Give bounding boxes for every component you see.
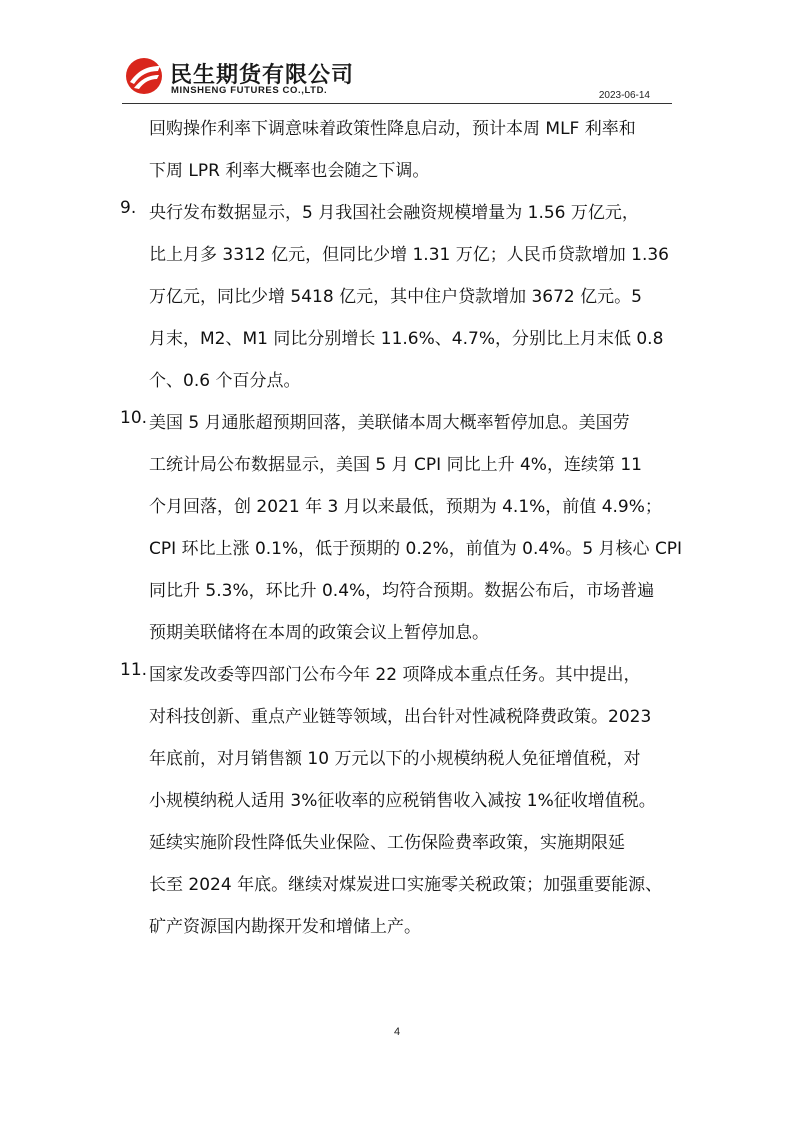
paragraph-line: 个、0.6 个百分点。 (149, 371, 301, 391)
paragraph-line: 预期美联储将在本周的政策会议上暂停加息。 (149, 623, 489, 643)
list-item-number: 11. (120, 660, 148, 680)
page-number: 4 (393, 1026, 401, 1038)
paragraph-line: 长至 2024 年底。继续对煤炭进口实施零关税政策；加强重要能源、 (149, 875, 663, 895)
paragraph-line: 小规模纳税人适用 3%征收率的应税销售收入减按 1%征收增值税。 (149, 791, 656, 811)
paragraph-line: 回购操作利率下调意味着政策性降息启动，预计本周 MLF 利率和 (149, 119, 636, 139)
paragraph-line: 工统计局公布数据显示，美国 5 月 CPI 同比上升 4%，连续第 11 (149, 455, 642, 475)
list-item-number: 9. (120, 198, 137, 218)
paragraph-line: 对科技创新、重点产业链等领域，出台针对性减税降费政策。2023 (149, 707, 652, 727)
company-name-en: MINSHENG FUTURES CO.,LTD. (171, 85, 328, 96)
paragraph-line: 月末，M2、M1 同比分别增长 11.6%、4.7%，分别比上月末低 0.8 (149, 329, 664, 349)
paragraph-line: 延续实施阶段性降低失业保险、工伤保险费率政策，实施期限延 (149, 833, 625, 853)
paragraph-line: 国家发改委等四部门公布今年 22 项降成本重点任务。其中提出， (149, 665, 641, 685)
paragraph-line: 万亿元，同比少增 5418 亿元，其中住户贷款增加 3672 亿元。5 (149, 287, 642, 307)
company-name-cn: 民生期货有限公司 (170, 63, 355, 88)
minsheng-logo-icon (124, 56, 164, 96)
paragraph-line: 央行发布数据显示，5 月我国社会融资规模增量为 1.56 万亿元， (149, 203, 639, 223)
paragraph-line: 美国 5 月通胀超预期回落，美联储本周大概率暂停加息。美国劳 (149, 413, 630, 433)
report-date: 2023-06-14 (598, 90, 650, 101)
paragraph-line: 年底前，对月销售额 10 万元以下的小规模纳税人免征增值税，对 (149, 749, 641, 769)
paragraph-line: 个月回落，创 2021 年 3 月以来最低，预期为 4.1%，前值 4.9%； (149, 497, 662, 517)
paragraph-line: 下周 LPR 利率大概率也会随之下调。 (149, 161, 430, 181)
header-divider (122, 103, 672, 104)
paragraph-line: 同比升 5.3%，环比升 0.4%，均符合预期。数据公布后，市场普遍 (149, 581, 655, 601)
list-item-number: 10. (120, 408, 148, 428)
paragraph-line: CPI 环比上涨 0.1%，低于预期的 0.2%，前值为 0.4%。5 月核心 CPI (149, 539, 683, 559)
paragraph-line: 比上月多 3312 亿元，但同比少增 1.31 万亿；人民币贷款增加 1.36 (149, 245, 669, 265)
paragraph-line: 矿产资源国内勘探开发和增储上产。 (149, 917, 421, 937)
page-header (0, 0, 794, 110)
